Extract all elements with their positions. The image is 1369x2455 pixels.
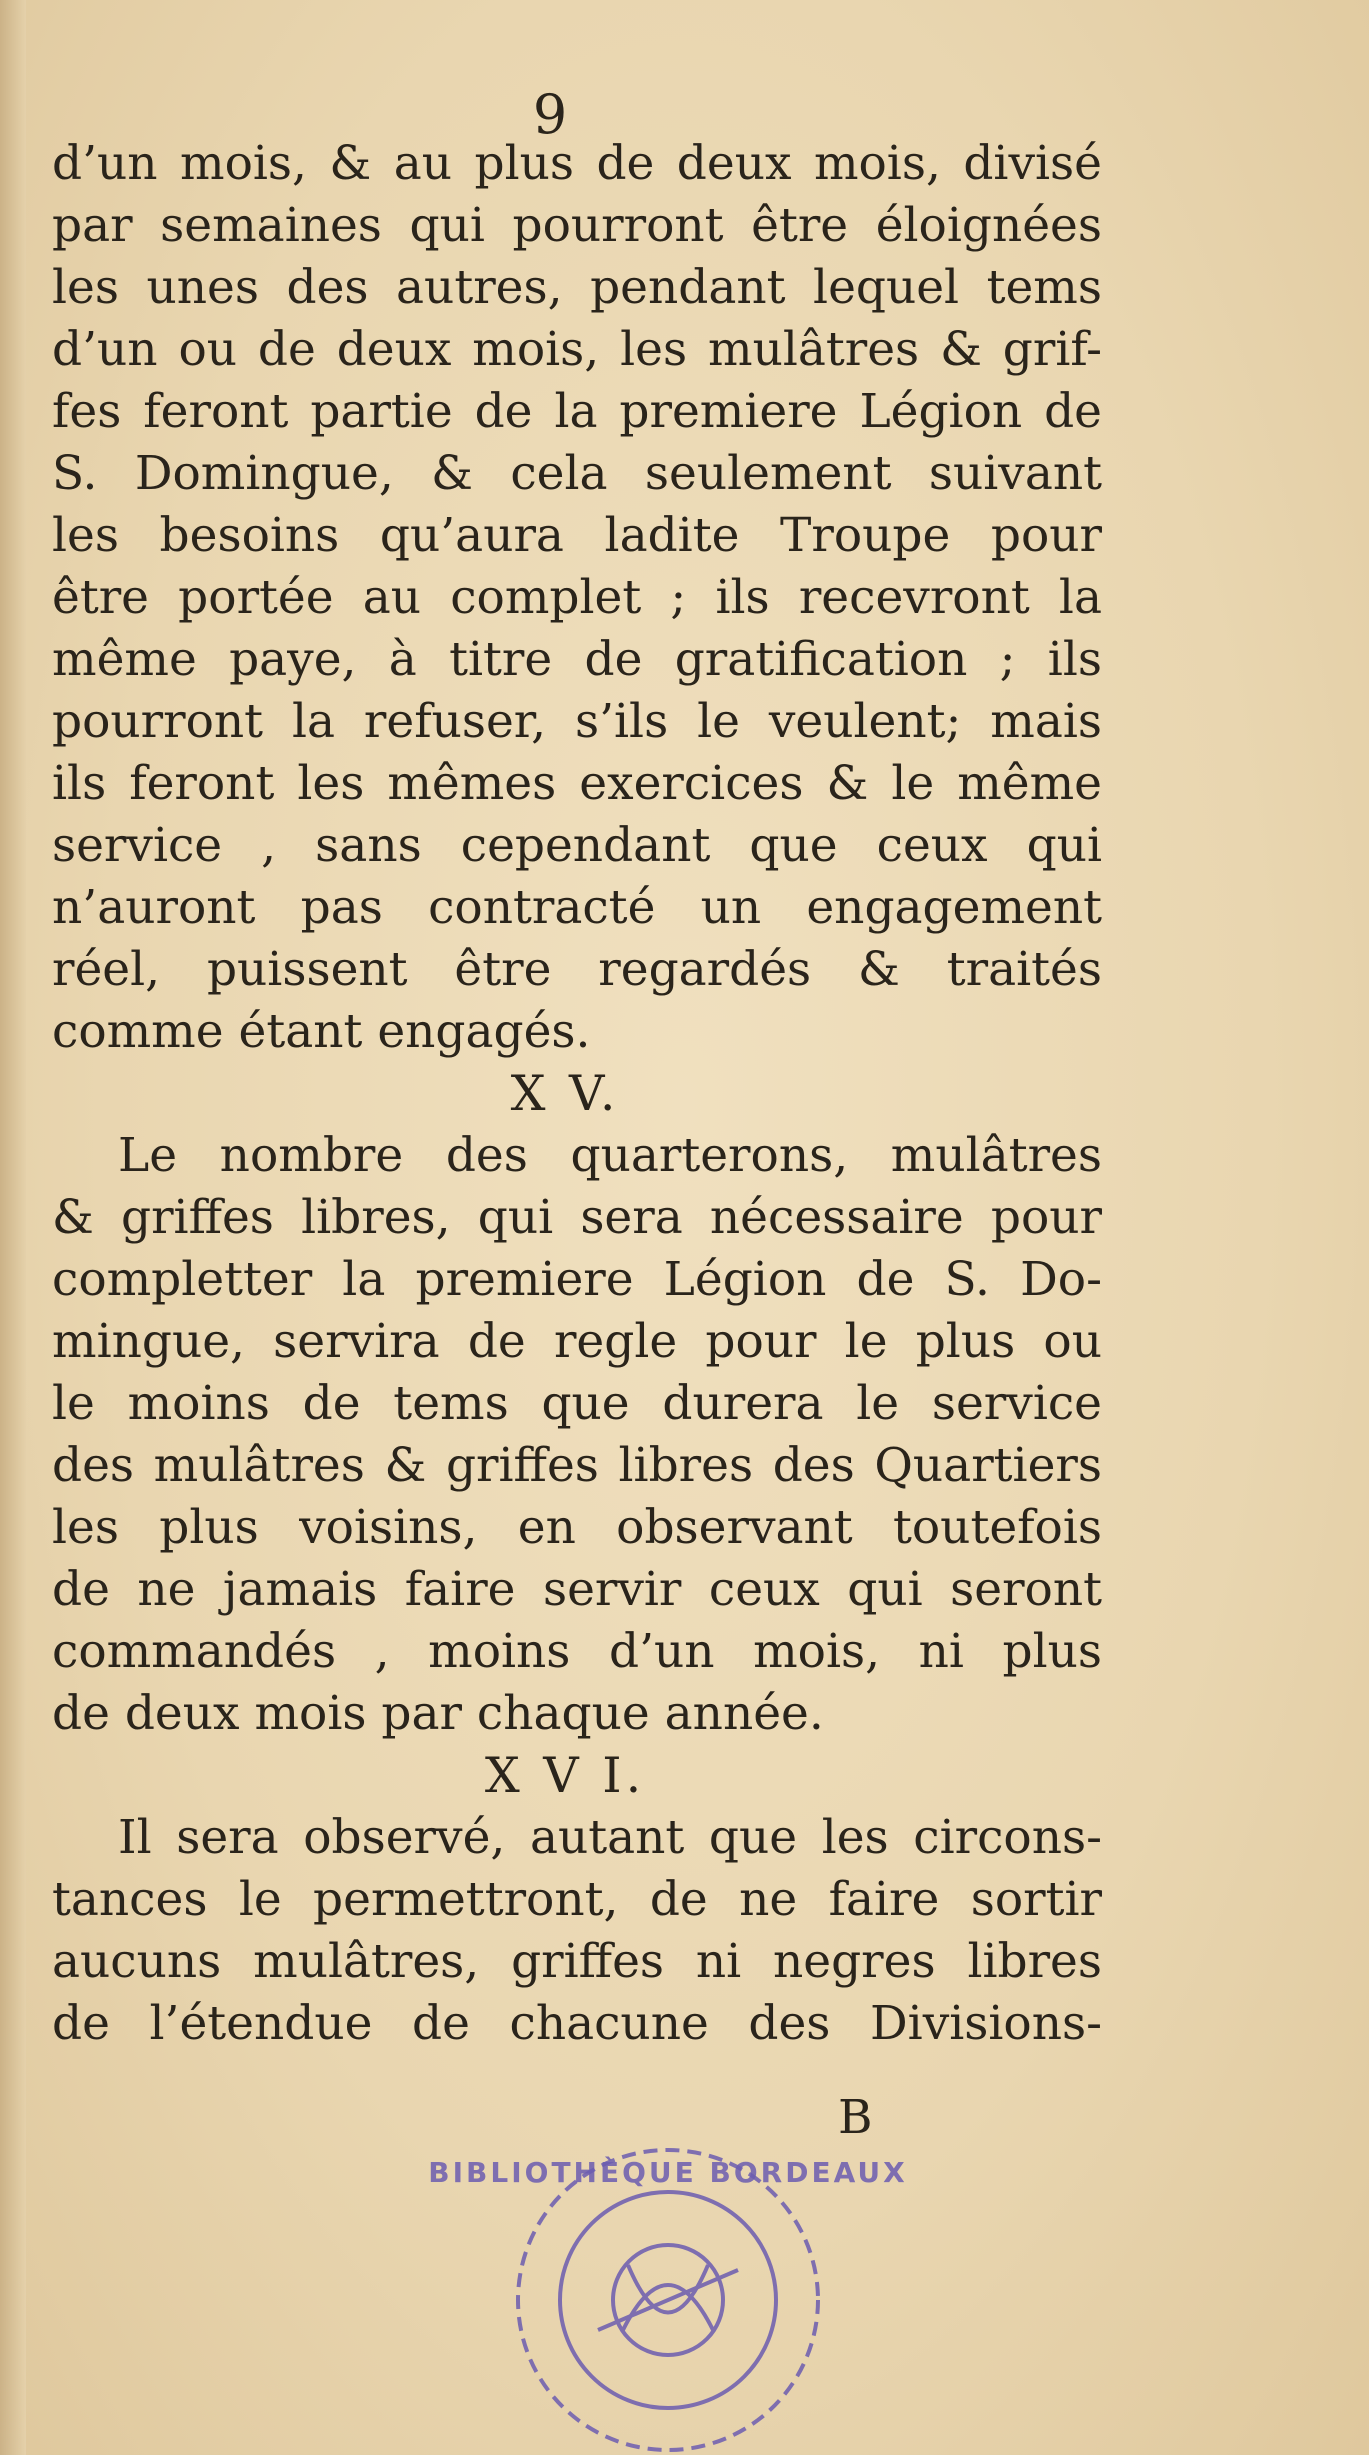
stamp-emblem-arc [623,2285,713,2330]
text-line: les plus voisins, en observant toutefois [52,1500,1102,1555]
text-line: mingue, servira de regle pour le plus ou [52,1314,1102,1369]
text-line: les unes des autres, pendant lequel tems [52,260,1102,315]
text-line: les besoins qu’aura ladite Troupe pour [52,508,1102,563]
text-line: S. Domingue, & cela seulement suivant [52,446,1102,501]
text-line: le moins de tems que durera le service [52,1376,1102,1431]
text-line: de l’étendue de chacune des Divisions- [52,1996,1102,2051]
text-line: & griffes libres, qui sera nécessaire pour [52,1190,1102,1245]
text-line: même paye, à titre de gratification ; ils [52,632,1102,687]
text-line: de ne jamais faire servir ceux qui seront [52,1562,1102,1617]
section-heading-xvi: X V I. [484,1747,646,1804]
text-line: de deux mois par chaque année. [52,1686,824,1741]
text-line: par semaines qui pourront être éloignées [52,198,1102,253]
text-line: être portée au complet ; ils recevront la [52,570,1102,625]
text-line: d’un ou de deux mois, les mulâtres & grif- [52,322,1102,377]
library-stamp [428,2130,908,2455]
section-heading-xv: X V. [510,1065,620,1122]
text-line: service , sans cependant que ceux qui [52,818,1102,873]
text-line: Il sera observé, autant que les circons- [118,1810,1102,1865]
text-line: n’auront pas contracté un engagement [52,880,1102,935]
text-line: d’un mois, & au plus de deux mois, divisé [52,136,1102,191]
text-line: completter la premiere Légion de S. Do- [52,1252,1102,1307]
stamp-text: BIBLIOTHÈQUE BORDEAUX [428,2156,908,2189]
text-line: tances le permettront, de ne faire sortir [52,1872,1102,1927]
page-number: 9 [532,83,568,146]
page-gutter [0,0,26,2455]
text-line: Le nombre des quarterons, mulâtres [118,1128,1102,1183]
text-line: pourront la refuser, s’ils le veulent; mais [52,694,1102,749]
text-line: aucuns mulâtres, griffes ni negres libres [52,1934,1102,1989]
text-line: ils feront les mêmes exercices & le même [52,756,1102,811]
text-line: des mulâtres & griffes libres des Quartiers [52,1438,1102,1493]
text-line: comme étant engagés. [52,1004,591,1059]
text-line: commandés , moins d’un mois, ni plus [52,1624,1102,1679]
text-line: réel, puissent être regardés & traités [52,942,1102,997]
signature-mark: B [838,2090,873,2145]
text-line: fes feront partie de la premiere Légion de [52,384,1102,439]
